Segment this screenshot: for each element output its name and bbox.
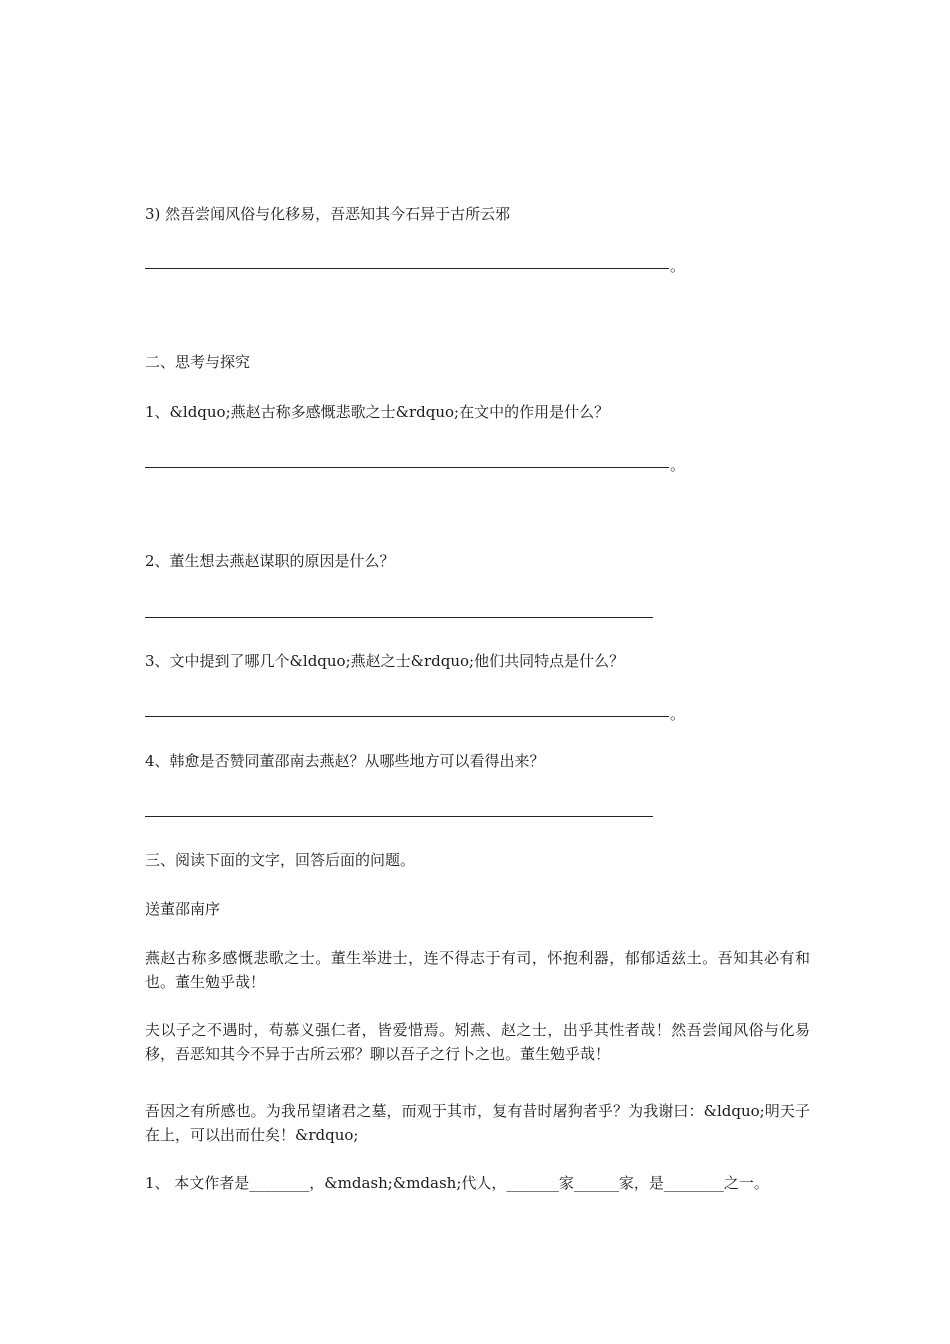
answer-blank[interactable] (145, 268, 669, 269)
answer-blank[interactable] (145, 716, 669, 717)
period: 。 (670, 456, 686, 474)
section-3-title: 三、阅读下面的文字，回答后面的问题。 (145, 851, 416, 869)
section-2-question-3: 3、文中提到了哪几个&ldquo;燕赵之士&rdquo;他们共同特点是什么？ (145, 652, 625, 670)
period: 。 (670, 257, 686, 275)
period: 。 (670, 705, 686, 723)
essay-paragraph-1: 燕赵古称多感慨悲歌之士。董生举进士，连不得志于有司，怀抱利器，郁郁适兹土。吾知其必有和也。董生勉乎哉！ (145, 949, 810, 991)
essay-paragraph-2: 夫以子之不遇时，苟慕义强仁者，皆爱惜焉。矧燕、赵之士，出乎其性者哉！然吾尝闻风俗与化易移，吾恶知其今不异于古所云邪？聊以吾子之行卜之也。董生勉乎哉！ (145, 1021, 810, 1063)
section-2-question-4: 4、韩愈是否赞同董邵南去燕赵？从哪些地方可以看得出来？ (145, 752, 545, 770)
section-2-question-1: 1、&ldquo;燕赵古称多感慨悲歌之士&rdquo;在文中的作用是什么？ (145, 403, 610, 421)
section-2-question-2: 2、董生想去燕赵谋职的原因是什么？ (145, 552, 395, 570)
essay-paragraph-3: 吾因之有所感也。为我吊望诸君之墓，而观于其市，复有昔时屠狗者乎？为我谢曰：&ldquo;明天子在上，可以出而仕矣！&rdquo; (145, 1102, 810, 1144)
answer-blank[interactable] (145, 816, 653, 817)
section-2-title: 二、思考与探究 (145, 353, 251, 371)
essay-title: 送董邵南序 (145, 900, 221, 918)
answer-blank[interactable] (145, 617, 653, 618)
section-3-question-1: 1、 本文作者是________，&mdash;&mdash;代人，_______家______家，是________之一。 (145, 1174, 769, 1192)
answer-blank[interactable] (145, 467, 669, 468)
question-3: 3) 然吾尝闻风俗与化移易，吾恶知其今石异于古所云邪 (145, 205, 511, 223)
